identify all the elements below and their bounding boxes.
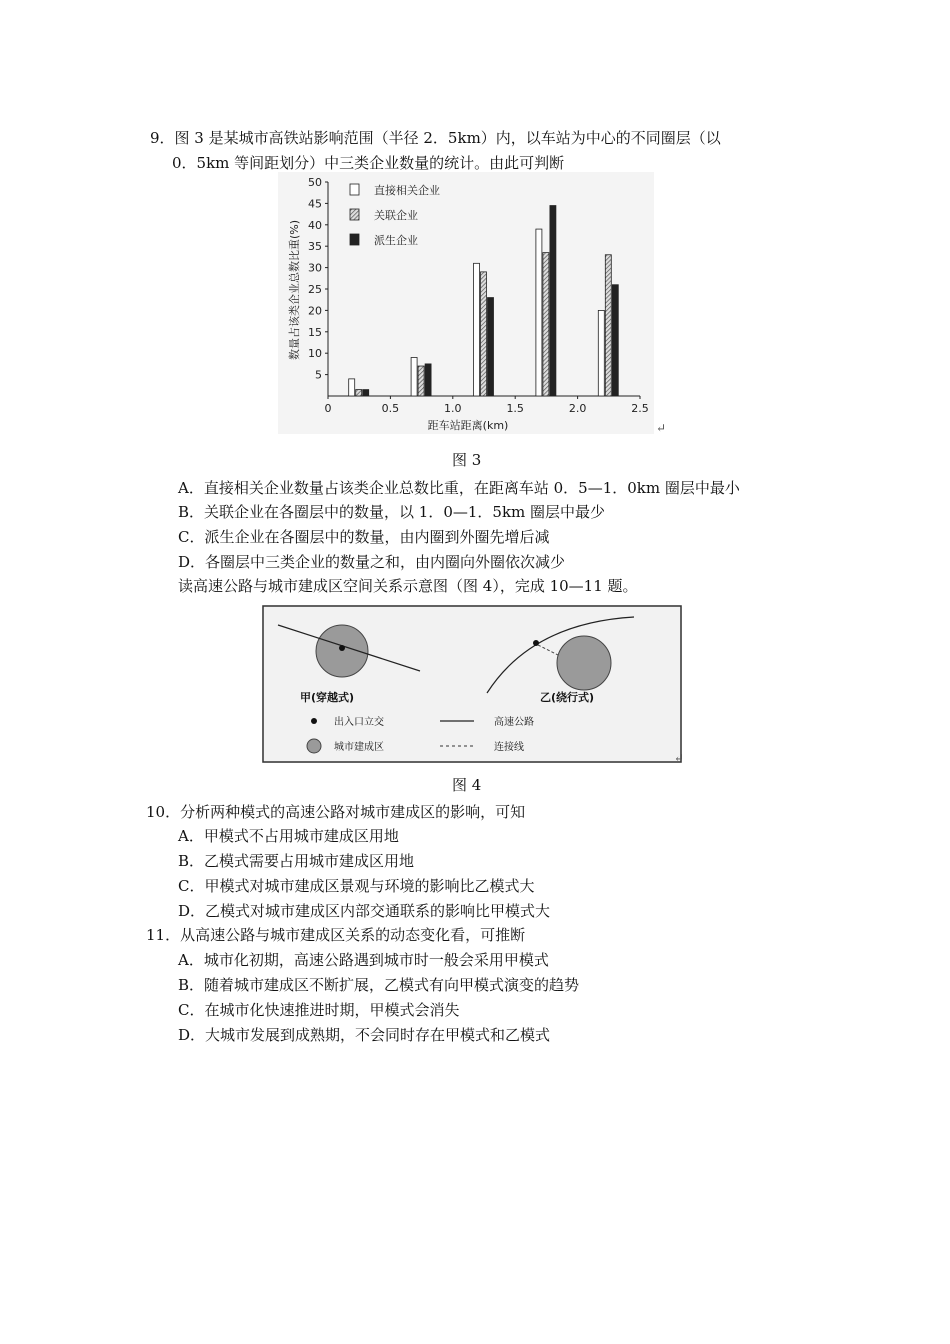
legend-swatch-1 — [350, 209, 359, 220]
bar-0-3 — [536, 229, 542, 396]
legend-label-2: 派生企业 — [374, 234, 418, 247]
y-tick-label: 30 — [308, 261, 322, 275]
legend-swatch-0 — [350, 184, 359, 195]
q9-option-c: C．派生企业在各圈层中的数量，由内圈到外圈先增后减 — [178, 528, 550, 546]
q11-option-b: B．随着城市建成区不断扩展，乙模式有向甲模式演变的趋势 — [178, 976, 580, 994]
y-tick-label: 50 — [308, 176, 322, 189]
x-tick-labels — [325, 402, 649, 415]
y-tick-label: 5 — [315, 368, 322, 382]
legend-label-0: 直接相关企业 — [374, 184, 440, 197]
bar-2-2 — [488, 298, 494, 396]
legend-interchange-icon — [311, 718, 317, 724]
q11-option-a: A．城市化初期，高速公路遇到城市时一般会采用甲模式 — [178, 951, 549, 969]
y-tick-label: 35 — [308, 240, 322, 254]
q9-stem-line1: 9．图 3 是某城市高铁站影响范围（半径 2．5km）内，以车站为中心的不同圈层（以 — [150, 129, 721, 147]
legend-built-area: 城市建成区 — [334, 742, 384, 753]
interchange-jia — [339, 645, 345, 651]
paragraph-mark-icon: ↵ — [656, 421, 667, 435]
bar-1-3 — [543, 253, 549, 396]
bar-0-2 — [474, 263, 480, 396]
y-tick-labels — [308, 176, 322, 382]
bar-1-4 — [605, 255, 611, 396]
q11-option-d: D．大城市发展到成熟期，不会同时存在甲模式和乙模式 — [178, 1026, 551, 1044]
q10-option-d: D．乙模式对城市建成区内部交通联系的影响比甲模式大 — [178, 902, 551, 920]
q10-stem: 10．分析两种模式的高速公路对城市建成区的影响，可知 — [146, 803, 526, 821]
q11-stem: 11．从高速公路与城市建成区关系的动态变化看，可推断 — [146, 926, 526, 944]
figure-4-diagram — [262, 605, 682, 763]
y-tick-label: 15 — [308, 325, 322, 339]
y-axis-label: 数量占该类企业总数比重(%) — [288, 219, 301, 361]
figure-3-chart — [278, 172, 654, 434]
x-tick-label: 2.0 — [568, 402, 587, 415]
legend-highway: 高速公路 — [494, 717, 534, 728]
x-tick-label: 0 — [324, 402, 332, 415]
figure-4-caption: 图 4 — [452, 776, 482, 794]
legend-interchange: 出入口立交 — [334, 717, 384, 728]
figure-4-svg — [262, 605, 682, 763]
bar-1-1 — [418, 366, 424, 396]
legend-connector: 连接线 — [494, 742, 524, 753]
bar-0-0 — [349, 379, 355, 396]
q9-option-b: B．关联企业在各圈层中的数量，以 1．0—1．5km 圈层中最少 — [178, 503, 606, 521]
legend-swatch-2 — [350, 234, 359, 245]
bar-2-3 — [550, 206, 556, 396]
x-axis-label: 距车站距离(km) — [427, 419, 509, 432]
bar-0-4 — [598, 310, 604, 396]
bar-2-1 — [425, 364, 431, 396]
figure-3-caption: 图 3 — [452, 451, 482, 469]
y-tick-label: 25 — [308, 283, 322, 296]
x-tick-label: 1.5 — [506, 402, 524, 415]
bar-1-0 — [356, 390, 362, 396]
built-area-yi — [557, 636, 611, 690]
q10-option-a: A．甲模式不占用城市建成区用地 — [178, 827, 399, 845]
x-tick-label: 1.0 — [444, 402, 462, 415]
label-jia: 甲(穿越式) — [300, 691, 355, 704]
bar-2-0 — [363, 390, 369, 396]
x-tick-label: 2.5 — [631, 402, 649, 415]
bar-2-4 — [612, 285, 618, 396]
y-tick-label: 10 — [308, 347, 322, 361]
q11-option-c: C．在城市化快速推进时期，甲模式会消失 — [178, 1001, 460, 1019]
y-tick-label: 40 — [308, 218, 322, 232]
bar-0-1 — [411, 357, 417, 396]
label-yi: 乙(绕行式) — [540, 691, 595, 704]
q9-option-d: D．各圈层中三类企业的数量之和，由内圈向外圈依次减少 — [178, 553, 566, 571]
y-tick-label: 20 — [308, 304, 322, 318]
figure-3-svg — [278, 172, 654, 434]
x-tick-label: 0.5 — [381, 402, 400, 415]
legend-label-1: 关联企业 — [374, 209, 418, 222]
q9-option-a: A．直接相关企业数量占该类企业总数比重，在距离车站 0．5—1．0km 圈层中最小 — [178, 479, 740, 497]
y-tick-label: 45 — [308, 197, 322, 211]
intro-10-11: 读高速公路与城市建成区空间关系示意图（图 4），完成 10—11 题。 — [178, 577, 638, 595]
paragraph-mark-icon: ↵ — [674, 751, 685, 765]
q9-stem-line2: 0．5km 等间距划分）中三类企业数量的统计。由此可判断 — [172, 154, 565, 172]
chart-legend — [350, 183, 440, 247]
legend-built-area-icon — [307, 739, 321, 753]
q10-option-c: C．甲模式对城市建成区景观与环境的影响比乙模式大 — [178, 877, 535, 895]
bar-1-2 — [481, 272, 487, 396]
q10-option-b: B．乙模式需要占用城市建成区用地 — [178, 852, 415, 870]
